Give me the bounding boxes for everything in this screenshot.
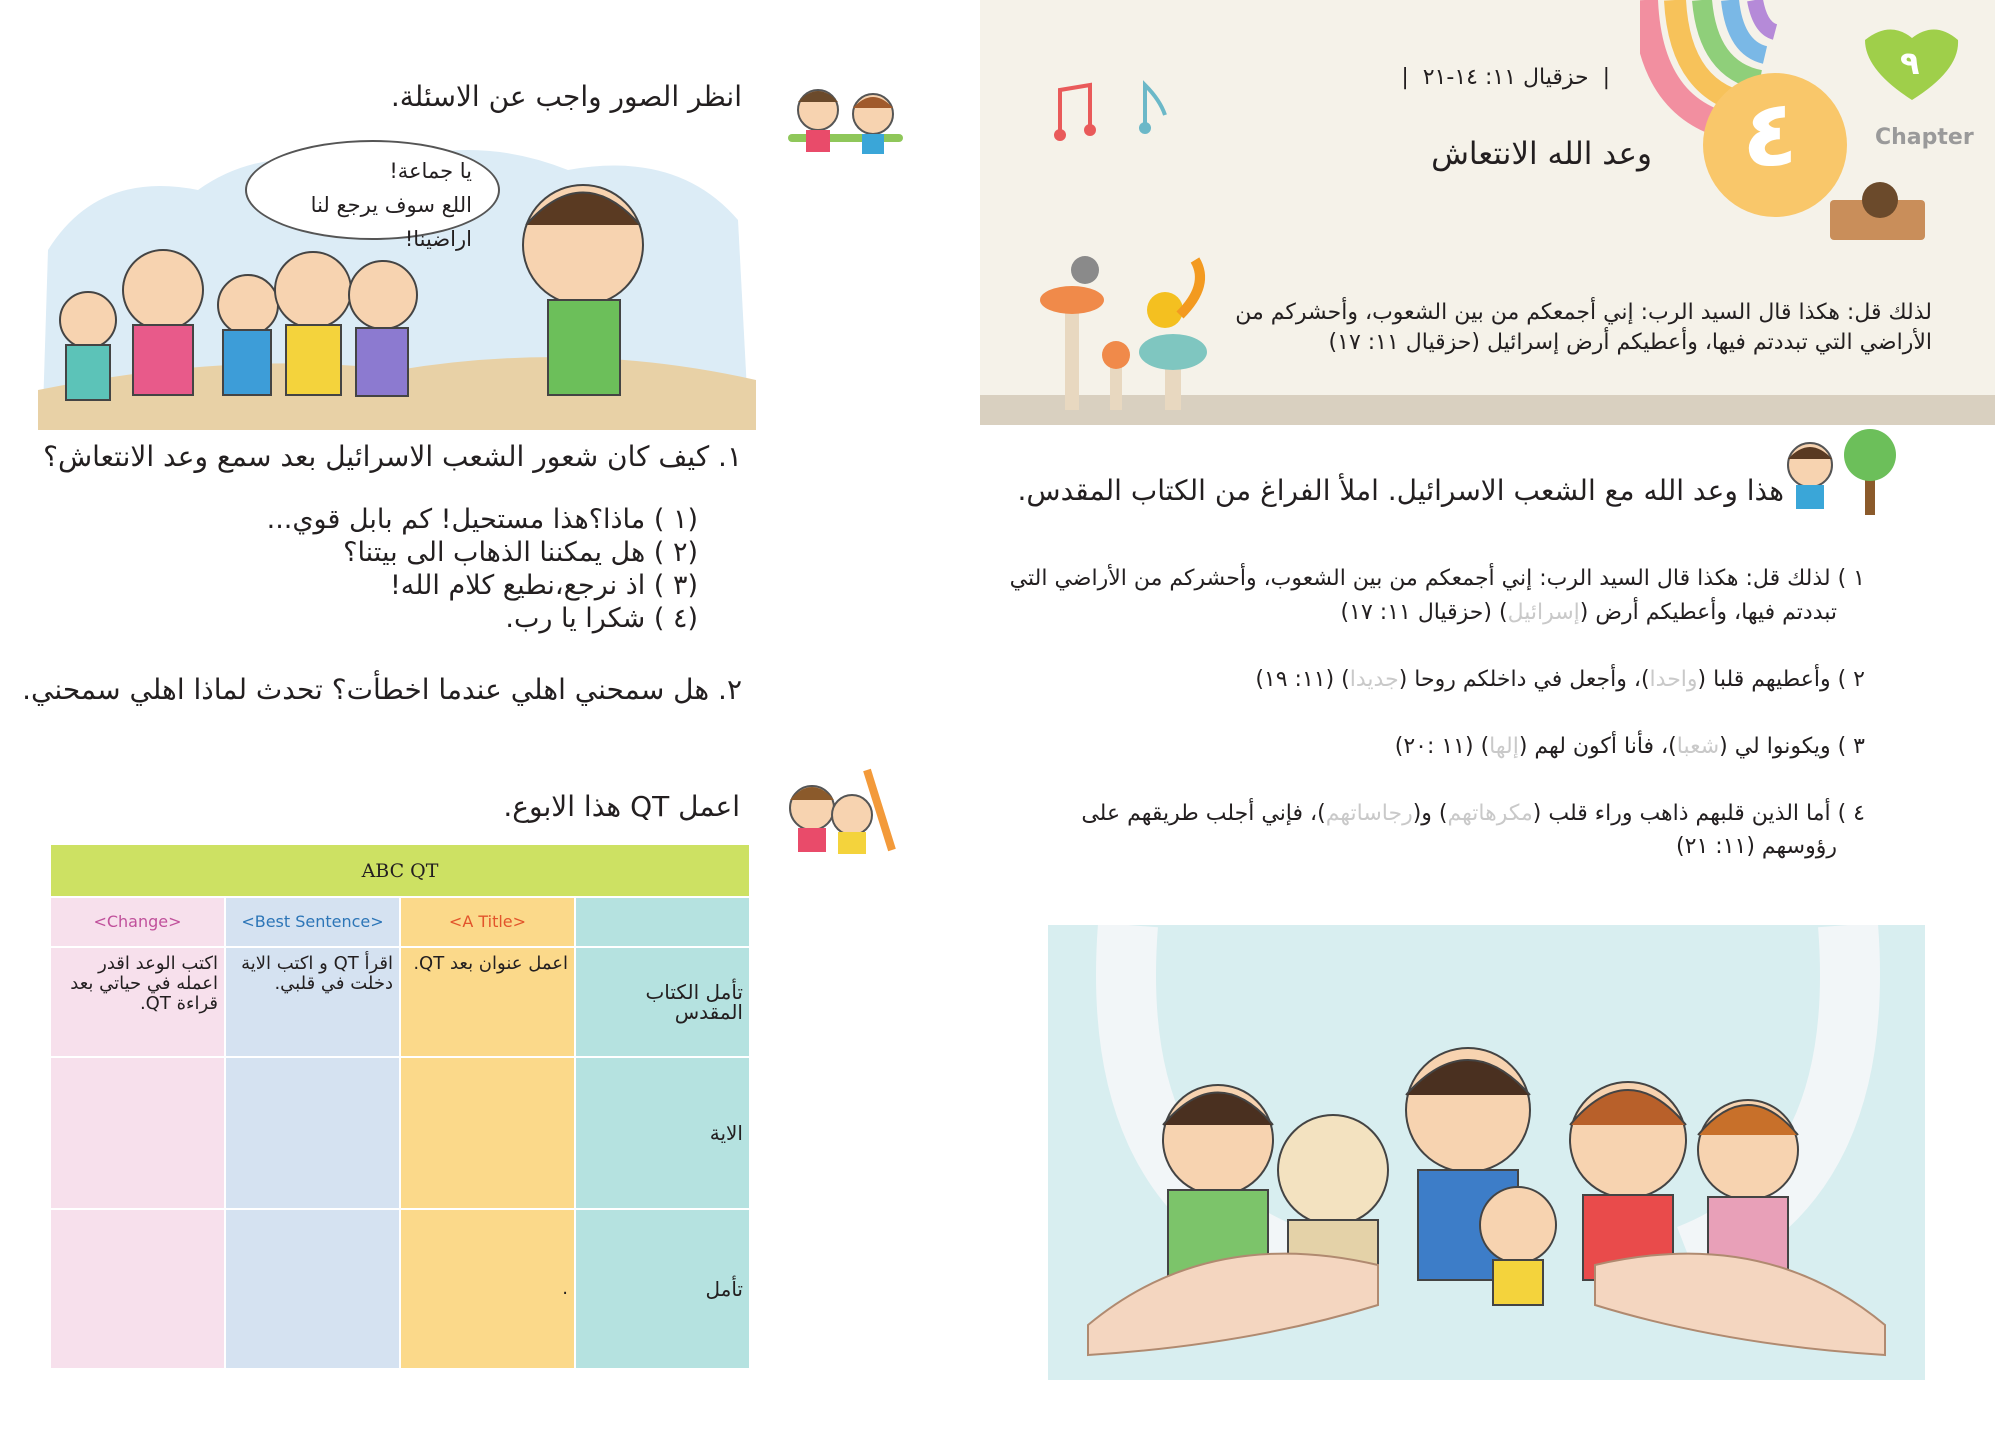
speech-bubble bbox=[245, 140, 500, 251]
col-title-header: <A Title> bbox=[400, 897, 575, 947]
kids-seesaw-icon bbox=[778, 72, 913, 167]
item-2-text-b: )، وأجعل في داخلكم روحا ( bbox=[1398, 667, 1650, 692]
col-best-sentence-header: <Best Sentence> bbox=[225, 897, 400, 947]
instruction-look-answer: انظر الصور واجب عن الاسئلة. bbox=[390, 80, 742, 113]
item-1-line-1: ١ ) لذلك قل: هكذا قال السيد الرب: إني أجمعكم من بين الشعوب، وأحشركم من الأراضي التي bbox=[1009, 566, 1865, 591]
key-verse-line-1: لذلك قل: هكذا قال السيد الرب: إني أجمعكم من بين الشعوب، وأحشركم من bbox=[1235, 300, 1932, 325]
item-4-blank-1[interactable]: مكرهاتهم bbox=[1447, 801, 1533, 826]
row1-best-cell: اقرأ QT و اكتب الاية دخلت في قلبي. bbox=[225, 947, 400, 1057]
col-change-header: <Change> bbox=[50, 897, 225, 947]
bible-reference-text: حزقيال ١١: ١٤-٢١ bbox=[1422, 65, 1589, 90]
row3-change-cell[interactable] bbox=[50, 1209, 225, 1369]
question-2: ٢. هل سمحني اهلي عندما اخطأت؟ تحدث لماذا اهلي سمحني. bbox=[22, 673, 742, 706]
item-3-text-c: ) (١١ :٢٠) bbox=[1394, 734, 1490, 759]
item-1-text-a: تبددتم فيها، وأعطيكم أرض ( bbox=[1579, 600, 1837, 625]
row3-title-cell[interactable]: . bbox=[400, 1209, 575, 1369]
row2-best-cell[interactable] bbox=[225, 1057, 400, 1209]
mushroom-squirrel-illustration bbox=[1040, 255, 1240, 415]
music-notes-icon bbox=[1050, 80, 1180, 145]
row3-best-cell[interactable] bbox=[225, 1209, 400, 1369]
row3-label: تأمل bbox=[575, 1209, 750, 1369]
item-1-blank-hint[interactable]: إسرائيل bbox=[1507, 600, 1580, 625]
col-label-header-empty bbox=[575, 897, 750, 947]
item-4-text-b: ) و( bbox=[1412, 801, 1448, 826]
left-page bbox=[0, 0, 980, 1455]
item-2-blank-2[interactable]: جديدا bbox=[1349, 667, 1399, 692]
row1-title-cell: اعمل عنوان بعد QT. bbox=[400, 947, 575, 1057]
row1-change-cell: اكتب الوعد اقدر اعمله في حياتي بعد قراءة QT. bbox=[50, 947, 225, 1057]
fill-blank-instruction: هذا وعد الله مع الشعب الاسرائيل. املأ الفراغ من الكتاب المقدس. bbox=[1017, 474, 1784, 507]
option-3: (٣ ) اذ نرجع،نطيع كلام الله! bbox=[389, 570, 698, 601]
row2-change-cell[interactable] bbox=[50, 1057, 225, 1209]
family-in-gods-hands-illustration bbox=[1048, 925, 1925, 1380]
item-4-text-c: )، فإني أجلب طريقهم على bbox=[1081, 801, 1326, 826]
option-2: (٢ ) هل يمكننا الذهاب الى بيتنا؟ bbox=[343, 537, 698, 568]
chapter-label: Chapter bbox=[1875, 125, 1974, 150]
question-1-options bbox=[267, 503, 698, 635]
qt-table-title: ABC QT bbox=[50, 844, 750, 897]
row2-label: الاية bbox=[575, 1057, 750, 1209]
option-1: (١ ) ماذا؟هذا مستحيل! كم بابل قوي... bbox=[266, 504, 698, 535]
bubble-line-1: يا جماعة! bbox=[389, 159, 472, 183]
item-4-text-a: ٤ ) أما الذين قلبهم ذاهب وراء قلب ( bbox=[1532, 801, 1865, 826]
instruction-do-qt: اعمل QT هذا الابوع. bbox=[503, 790, 740, 823]
kid-tree-icon bbox=[1770, 425, 1910, 520]
kids-slide-icon bbox=[772, 760, 912, 860]
bible-reference: | حزقيال ١١: ١٤-٢١ | bbox=[1401, 65, 1610, 90]
item-4-line-1 bbox=[1081, 801, 1865, 826]
row1-label: تأمل الكتاب المقدس bbox=[575, 947, 750, 1057]
option-4: (٤ ) شكرا يا رب. bbox=[505, 603, 698, 634]
item-3-text-b: )، فأنا أكون لهم ( bbox=[1518, 734, 1677, 759]
item-3 bbox=[1395, 734, 1865, 759]
key-verse-line-2: الأراضي التي تبددتم فيها، وأعطيكم أرض إسرائيل (حزقيال ١١: ١٧) bbox=[1328, 330, 1932, 355]
item-3-blank-2[interactable]: إلها bbox=[1489, 734, 1519, 759]
item-4-line-2: رؤوسهم (١١: ٢١) bbox=[1676, 834, 1837, 859]
item-3-blank-1[interactable]: شعبا bbox=[1676, 734, 1720, 759]
item-2-text-c: ) (١١: ١٩) bbox=[1255, 667, 1350, 692]
row2-title-cell[interactable] bbox=[400, 1057, 575, 1209]
item-2 bbox=[1255, 667, 1865, 692]
item-4-blank-2[interactable]: رجاساتهم bbox=[1325, 801, 1413, 826]
item-1-text-b: ) (حزقيال ١١: ١٧) bbox=[1340, 600, 1508, 625]
chapter-number: ٤ bbox=[1742, 80, 1799, 187]
item-3-text-a: ٣ ) ويكونوا لي ( bbox=[1719, 734, 1865, 759]
heart-number: ٩ bbox=[1900, 44, 1920, 82]
question-1: ١. كيف كان شعور الشعب الاسرائيل بعد سمع وعد الانتعاش؟ bbox=[43, 440, 742, 473]
item-2-text-a: ٢ ) وأعطيهم قلبا ( bbox=[1697, 667, 1865, 692]
chapter-title: وعد الله الانتعاش bbox=[1431, 136, 1652, 172]
abc-qt-table bbox=[49, 843, 751, 1370]
bubble-line-2: اللع سوف يرجع لنا اراضينا! bbox=[310, 193, 472, 251]
item-2-blank-1[interactable]: واحدا bbox=[1649, 667, 1698, 692]
item-1-line-2 bbox=[1341, 600, 1837, 625]
